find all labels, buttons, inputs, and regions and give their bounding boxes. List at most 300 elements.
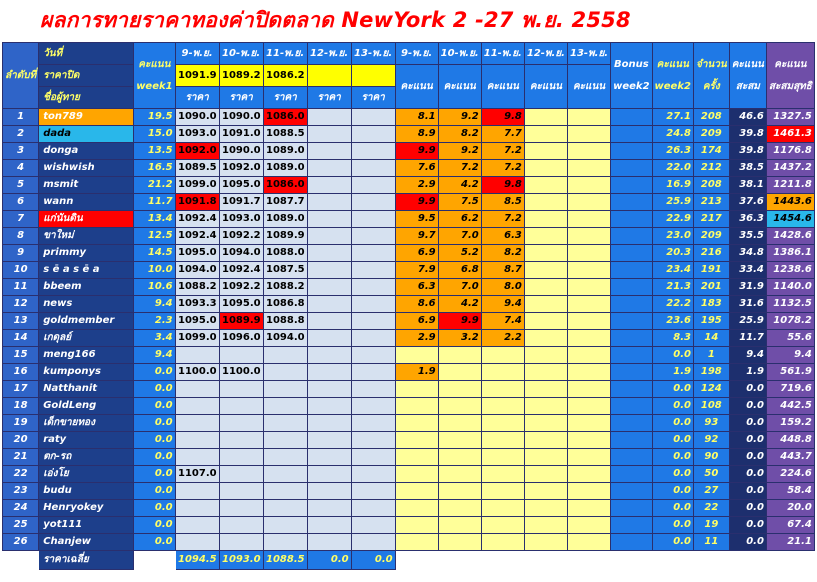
score-cell [567,126,610,143]
price-cell [307,194,351,211]
price-cell [307,347,351,364]
score-cell: 2.2 [481,330,524,347]
score-cell [567,296,610,313]
player-name-cell: เด็กขายทอง [39,415,134,432]
score-cell: 7.5 [438,194,481,211]
score-cell [567,415,610,432]
price-cell [351,432,395,449]
player-name-cell: msmit [39,177,134,194]
week2-score-cell: 0.0 [652,466,693,483]
score-cell [567,279,610,296]
week1-score-cell: 0.0 [134,483,175,500]
week1-score-cell: 0.0 [134,415,175,432]
score-cell: 9.4 [481,296,524,313]
price-cell: 1089.0 [263,211,307,228]
net-score-cell: 1327.5 [766,109,814,126]
score-cell [481,347,524,364]
player-name-cell: wishwish [39,160,134,177]
bonus-cell [611,500,652,517]
bonus-cell [611,194,652,211]
week2-score-cell: 0.0 [652,432,693,449]
score-cell [438,415,481,432]
score-cell [567,364,610,381]
player-name-cell: Henryokey [39,500,134,517]
price-cell [351,228,395,245]
accum-score-cell: 11.7 [729,330,766,347]
rank-cell: 19 [3,415,39,432]
net-score-cell: 224.6 [766,466,814,483]
score-cell: 3.2 [438,330,481,347]
count-cell: 93 [693,415,729,432]
price-cell [263,449,307,466]
count-cell: 22 [693,500,729,517]
score-date-header: 11-พ.ย. [481,43,524,65]
price-cell [307,313,351,330]
bonus-cell [611,466,652,483]
player-name-cell: dada [39,126,134,143]
score-cell: 4.2 [438,296,481,313]
week1-score-cell: 14.5 [134,245,175,262]
price-cell: 1091.0 [219,126,263,143]
score-cell [438,347,481,364]
price-cell [351,211,395,228]
score-col-header: คะแนน [567,65,610,109]
price-cell [307,449,351,466]
week1-score-cell: 21.2 [134,177,175,194]
week1-score-cell: 13.5 [134,143,175,160]
score-cell [567,432,610,449]
price-cell [351,109,395,126]
price-cell [263,415,307,432]
rank-cell: 16 [3,364,39,381]
score-cell [524,296,567,313]
count-cell: 11 [693,534,729,551]
price-cell: 1089.0 [263,160,307,177]
week2-score-cell: 22.0 [652,160,693,177]
price-cell: 1086.0 [263,109,307,126]
bonus-cell [611,347,652,364]
score-cell [524,432,567,449]
table-row [3,194,815,211]
price-cell: 1090.0 [175,109,219,126]
count-cell: 209 [693,228,729,245]
player-name-cell: ton789 [39,109,134,126]
price-cell [175,398,219,415]
week1-score-cell: 3.4 [134,330,175,347]
close-price-header: ราคาปิด [39,65,134,87]
accum-score-cell: 0.0 [729,483,766,500]
player-name-cell: GoldLeng [39,398,134,415]
count-cell: 14 [693,330,729,347]
score-cell [567,211,610,228]
average-row [3,551,815,570]
rank-cell: 14 [3,330,39,347]
count-cell: 50 [693,466,729,483]
score-cell: 6.9 [395,245,438,262]
score-cell: 9.5 [395,211,438,228]
price-cell [307,279,351,296]
table-row [3,211,815,228]
player-name-cell: แก่นันดิน [39,211,134,228]
net-score-cell: 1461.3 [766,126,814,143]
price-header: ราคา [263,87,307,109]
count-cell: 191 [693,262,729,279]
score-cell: 9.9 [438,313,481,330]
price-cell: 1087.7 [263,194,307,211]
score-cell [524,398,567,415]
score-cell [438,398,481,415]
price-cell: 1095.0 [219,296,263,313]
price-cell: 1092.2 [219,228,263,245]
price-cell [307,330,351,347]
week1-score-cell: 9.4 [134,296,175,313]
bonus-cell [611,483,652,500]
score-cell [395,398,438,415]
bonus-cell [611,228,652,245]
score-col-header: คะแนน [438,65,481,109]
score-cell [524,262,567,279]
week1-score-cell: 16.5 [134,160,175,177]
score-col-header: คะแนน [395,65,438,109]
bonus-cell [611,330,652,347]
price-cell: 1086.8 [263,296,307,313]
price-cell [307,177,351,194]
price-cell [219,500,263,517]
table-row [3,160,815,177]
bonus-cell [611,517,652,534]
score-cell [438,534,481,551]
score-cell [567,160,610,177]
score-cell [524,177,567,194]
price-cell: 1089.0 [263,143,307,160]
price-cell [263,500,307,517]
score-cell: 6.2 [438,211,481,228]
player-name-cell: bbeem [39,279,134,296]
score-cell: 6.8 [438,262,481,279]
table-body [3,109,815,551]
price-cell [351,381,395,398]
date-header: 9-พ.ย. [175,43,219,65]
player-name-cell: ขาใหม่ [39,228,134,245]
week1-score-cell: 0.0 [134,534,175,551]
score-cell [438,466,481,483]
price-cell [263,432,307,449]
week2-score-cell: 23.4 [652,262,693,279]
score-cell [395,381,438,398]
score-cell: 5.2 [438,245,481,262]
table-row [3,517,815,534]
score-cell [524,500,567,517]
average-cell: 1093.0 [219,551,263,570]
net-score-cell: 1211.8 [766,177,814,194]
score-cell [524,534,567,551]
week2-score-cell: 22.2 [652,296,693,313]
bonus-cell [611,364,652,381]
week2-score-cell: 0.0 [652,415,693,432]
close-price-cell [307,65,351,87]
price-cell [351,262,395,279]
accum-score-cell: 38.5 [729,160,766,177]
accum-score-cell: 0.0 [729,517,766,534]
score-cell: 7.0 [438,228,481,245]
date-header: 13-พ.ย. [351,43,395,65]
score-cell: 8.5 [481,194,524,211]
average-label: ราคาเฉลี่ย [39,551,134,570]
count-cell: 1 [693,347,729,364]
price-cell [307,228,351,245]
price-header: ราคา [351,87,395,109]
blank-cell [3,551,39,570]
week2-score-cell: 23.6 [652,313,693,330]
date-header: 10-พ.ย. [219,43,263,65]
price-cell: 1092.4 [219,262,263,279]
player-header: ชื่อผู้ทาย [39,87,134,109]
score-cell: 8.0 [481,279,524,296]
score-date-header: 13-พ.ย. [567,43,610,65]
count-cell: 212 [693,160,729,177]
count-cell: 208 [693,109,729,126]
price-cell: 1087.5 [263,262,307,279]
rank-cell: 25 [3,517,39,534]
week2-score-cell: 22.9 [652,211,693,228]
accum-score-cell: 0.0 [729,432,766,449]
price-cell [351,415,395,432]
week1-score-cell: 10.6 [134,279,175,296]
price-cell [175,500,219,517]
score-cell [395,483,438,500]
score-cell: 9.9 [395,194,438,211]
price-cell: 1094.0 [219,245,263,262]
score-cell: 9.2 [438,109,481,126]
rank-cell: 23 [3,483,39,500]
price-cell [219,381,263,398]
price-cell [351,279,395,296]
price-cell: 1093.3 [175,296,219,313]
price-cell: 1095.0 [175,245,219,262]
score-cell: 7.4 [481,313,524,330]
table-row [3,466,815,483]
price-cell [175,415,219,432]
count-cell: 124 [693,381,729,398]
score-cell: 7.0 [438,279,481,296]
accum-score-cell: 35.5 [729,228,766,245]
page-title: ผลการทายราคาทองค่าปิดตลาด NewYork 2 -27 พ.ย. 2558 [40,8,631,32]
net-score-cell: 1428.6 [766,228,814,245]
price-cell [351,534,395,551]
net-score-cell: 1176.8 [766,143,814,160]
score-cell: 6.3 [395,279,438,296]
week2-score-cell: 16.9 [652,177,693,194]
week2-score-cell: 1.9 [652,364,693,381]
price-cell [351,449,395,466]
count-cell: 216 [693,245,729,262]
bonus-cell [611,262,652,279]
score-cell: 9.9 [395,143,438,160]
price-cell [351,347,395,364]
table-row [3,415,815,432]
score-cell [567,534,610,551]
price-cell: 1092.0 [219,160,263,177]
accum-score-cell: 33.4 [729,262,766,279]
price-cell [307,160,351,177]
table-row [3,109,815,126]
score-cell: 8.7 [481,262,524,279]
score-cell [395,347,438,364]
score-cell: 8.2 [438,126,481,143]
score-cell [481,398,524,415]
date-header: 12-พ.ย. [307,43,351,65]
score-cell [567,109,610,126]
net-score-cell: 1437.2 [766,160,814,177]
player-name-cell: เกดุลย์ [39,330,134,347]
week2-score-cell: 21.3 [652,279,693,296]
player-name-cell: kumponys [39,364,134,381]
score-cell: 8.1 [395,109,438,126]
price-cell [263,381,307,398]
score-cell [438,432,481,449]
price-cell [351,245,395,262]
price-cell [219,517,263,534]
accum-header: คะแนน สะสม [729,43,766,109]
player-name-cell: wann [39,194,134,211]
net-score-cell: 442.5 [766,398,814,415]
player-name-cell: Natthanit [39,381,134,398]
price-cell: 1092.2 [219,279,263,296]
net-score-cell: 1140.0 [766,279,814,296]
player-name-cell: s ē a s ē a [39,262,134,279]
price-cell: 1093.0 [175,126,219,143]
table-row [3,296,815,313]
week1-score-cell: 19.5 [134,109,175,126]
score-cell [481,483,524,500]
accum-score-cell: 31.9 [729,279,766,296]
net-score-cell: 1386.1 [766,245,814,262]
price-cell [219,483,263,500]
week1-score-cell: 0.0 [134,398,175,415]
week2-score-cell: 27.1 [652,109,693,126]
price-cell [351,364,395,381]
count-cell: 201 [693,279,729,296]
price-cell: 1091.8 [175,194,219,211]
average-cell: 1094.5 [175,551,219,570]
player-name-cell: primmy [39,245,134,262]
price-cell: 1092.4 [175,228,219,245]
week2-score-cell: 24.8 [652,126,693,143]
score-cell [481,364,524,381]
score-cell: 7.2 [481,143,524,160]
price-cell: 1088.2 [263,279,307,296]
price-cell [263,347,307,364]
net-score-cell: 9.4 [766,347,814,364]
blank-cell [134,551,175,570]
week1-score-cell: 2.3 [134,313,175,330]
rank-cell: 8 [3,228,39,245]
price-cell: 1089.9 [219,313,263,330]
score-cell [524,194,567,211]
score-cell [481,381,524,398]
accum-score-cell: 39.8 [729,143,766,160]
player-name-cell: meng166 [39,347,134,364]
bonus-cell [611,398,652,415]
rank-cell: 9 [3,245,39,262]
week2-score-cell: 25.9 [652,194,693,211]
score-cell [567,262,610,279]
net-score-cell: 448.8 [766,432,814,449]
score-cell [567,483,610,500]
price-cell [263,364,307,381]
score-cell [438,381,481,398]
score-cell [567,143,610,160]
score-cell [524,517,567,534]
score-cell [567,398,610,415]
net-score-cell: 1132.5 [766,296,814,313]
week2-score-cell: 0.0 [652,483,693,500]
player-name-cell: Chanjew [39,534,134,551]
rank-cell: 18 [3,398,39,415]
price-cell: 1094.0 [263,330,307,347]
accum-score-cell: 0.0 [729,398,766,415]
score-cell [524,211,567,228]
table-row [3,398,815,415]
count-cell: 174 [693,143,729,160]
accum-score-cell: 0.0 [729,449,766,466]
price-cell [219,449,263,466]
week1-score-cell: 0.0 [134,449,175,466]
score-cell [395,500,438,517]
count-cell: 92 [693,432,729,449]
price-cell [219,432,263,449]
player-name-cell: raty [39,432,134,449]
bonus-cell [611,381,652,398]
rank-cell: 3 [3,143,39,160]
accum-score-cell: 31.6 [729,296,766,313]
accum-score-cell: 0.0 [729,500,766,517]
price-cell [307,109,351,126]
table-row [3,500,815,517]
count-cell: 19 [693,517,729,534]
bonus-cell [611,313,652,330]
price-cell [263,483,307,500]
score-cell: 8.6 [395,296,438,313]
score-cell [524,466,567,483]
price-cell [307,398,351,415]
table-row [3,313,815,330]
score-cell [567,313,610,330]
price-cell [307,432,351,449]
week1-score-cell: 0.0 [134,500,175,517]
score-cell: 7.2 [481,160,524,177]
price-cell [351,160,395,177]
price-cell: 1099.0 [175,177,219,194]
price-cell [351,483,395,500]
score-cell [481,466,524,483]
accum-score-cell: 34.8 [729,245,766,262]
net-score-cell: 1238.6 [766,262,814,279]
price-cell [307,262,351,279]
rank-cell: 26 [3,534,39,551]
score-cell: 8.9 [395,126,438,143]
score-cell [567,381,610,398]
price-cell: 1100.0 [219,364,263,381]
price-cell: 1089.9 [263,228,307,245]
price-cell [263,534,307,551]
count-cell: 183 [693,296,729,313]
price-cell: 1092.0 [175,143,219,160]
week2-score-cell: 8.3 [652,330,693,347]
table-row [3,330,815,347]
price-cell [351,194,395,211]
week1-score-cell: 0.0 [134,517,175,534]
